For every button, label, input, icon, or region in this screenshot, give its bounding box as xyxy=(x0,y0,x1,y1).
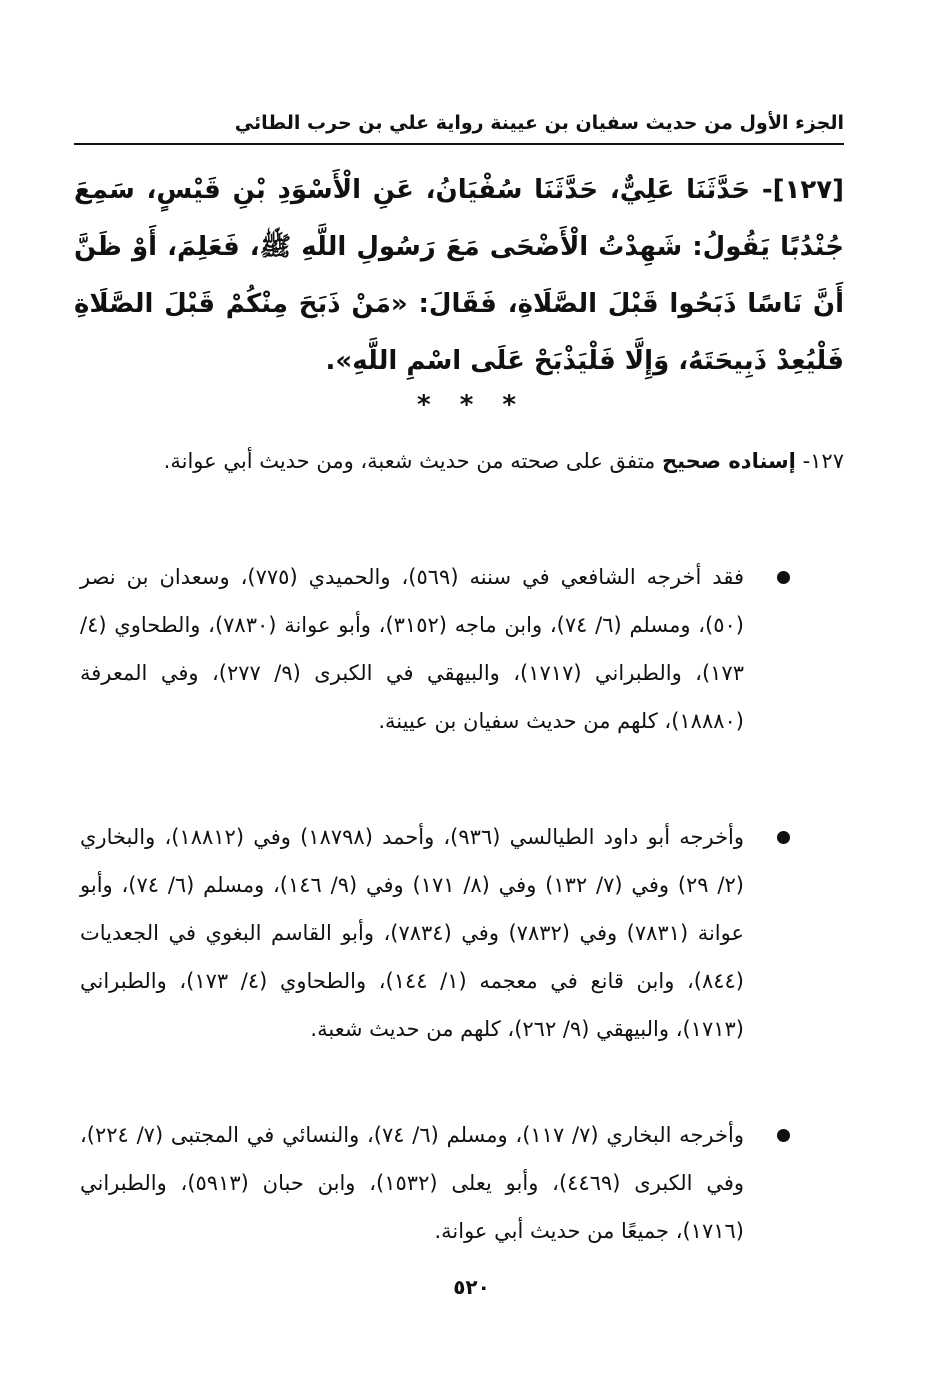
page-number: ٥٢٠ xyxy=(453,1275,490,1299)
commentary-number: ١٢٧- xyxy=(802,449,844,473)
bullet-icon xyxy=(777,571,790,584)
citation-text: وأخرجه البخاري (٧/ ١١٧)، ومسلم (٦/ ٧٤)، والنسائي في المجتبى (٧/ ٢٢٤)، وفي الكبرى (٤٤٦٩)، وأبو يعلى (١٥٣٢)، وابن حبان (٥٩١٣)، والطبراني (١٧١٦)، جميعًا من حديث أبي عوانة. xyxy=(80,1123,744,1243)
section-separator: * * * xyxy=(417,390,526,420)
bullet-icon xyxy=(777,831,790,844)
citation-text: وأخرجه أبو داود الطيالسي (٩٣٦)، وأحمد (١٨٧٩٨) وفي (١٨٨١٢)، والبخاري (٢/ ٢٩) وفي (٧/ ١٣٢) وفي (٨/ ١٧١) وفي (٩/ ١٤٦)، ومسلم (٦/ ٧٤)، وأبو عوانة (٧٨٣١) وفي (٧٨٣٢) وفي (٧٨٣٤)، وأبو القاسم البغوي في الجعديات (٨٤٤)، وابن قانع في معجمه (١/ ١٤٤)، والطحاوي (٤/ ١٧٣)، والطبراني (١٧١٣)، والبيهقي (٩/ ٢٦٢)، كلهم من حديث شعبة. xyxy=(80,825,745,1041)
commentary-intro xyxy=(80,437,844,485)
citation-list-item xyxy=(80,1111,844,1255)
commentary-rest: متفق على صحته من حديث شعبة، ومن حديث أبي عوانة. xyxy=(163,449,656,473)
hadith-text: [١٢٧]- حَدَّثَنَا عَلِيٌّ، حَدَّثَنَا سُفْيَانُ، عَنِ الْأَسْوَدِ بْنِ قَيْسٍ، سَمِعَ جُنْدُبًا يَقُولُ: شَهِدْتُ الْأَضْحَى مَعَ رَسُولِ اللَّهِ ﷺ، فَعَلِمَ، أَوْ ظَنَّ أَنَّ نَاسًا ذَبَحُوا قَبْلَ الصَّلَاةِ، فَقَالَ: «مَنْ ذَبَحَ مِنْكُمْ قَبْلَ الصَّلَاةِ فَلْيُعِدْ ذَبِيحَتَهُ، وَإِلَّا فَلْيَذْبَحْ عَلَى اسْمِ اللَّهِ». xyxy=(74,175,844,376)
running-header: الجزء الأول من حديث سفيان بن عيينة رواية علي بن حرب الطائي xyxy=(234,112,844,134)
citation-list-item xyxy=(80,553,844,745)
citation-text: فقد أخرجه الشافعي في سننه (٥٦٩)، والحميدي (٧٧٥)، وسعدان بن نصر (٥٠)، ومسلم (٦/ ٧٤)، وابن ماجه (٣١٥٢)، وأبو عوانة (٧٨٣٠)، والطحاوي (٤/ ١٧٣)، والطبراني (١٧١٧)، والبيهقي في الكبرى (٩/ ٢٧٧)، وفي المعرفة (١٨٨٨٠)، كلهم من حديث سفيان بن عيينة. xyxy=(80,565,744,733)
header-divider xyxy=(74,143,844,145)
bullet-icon xyxy=(777,1129,790,1142)
citation-list-item xyxy=(80,813,844,1053)
commentary-lead: إسناده صحيح xyxy=(661,449,796,473)
